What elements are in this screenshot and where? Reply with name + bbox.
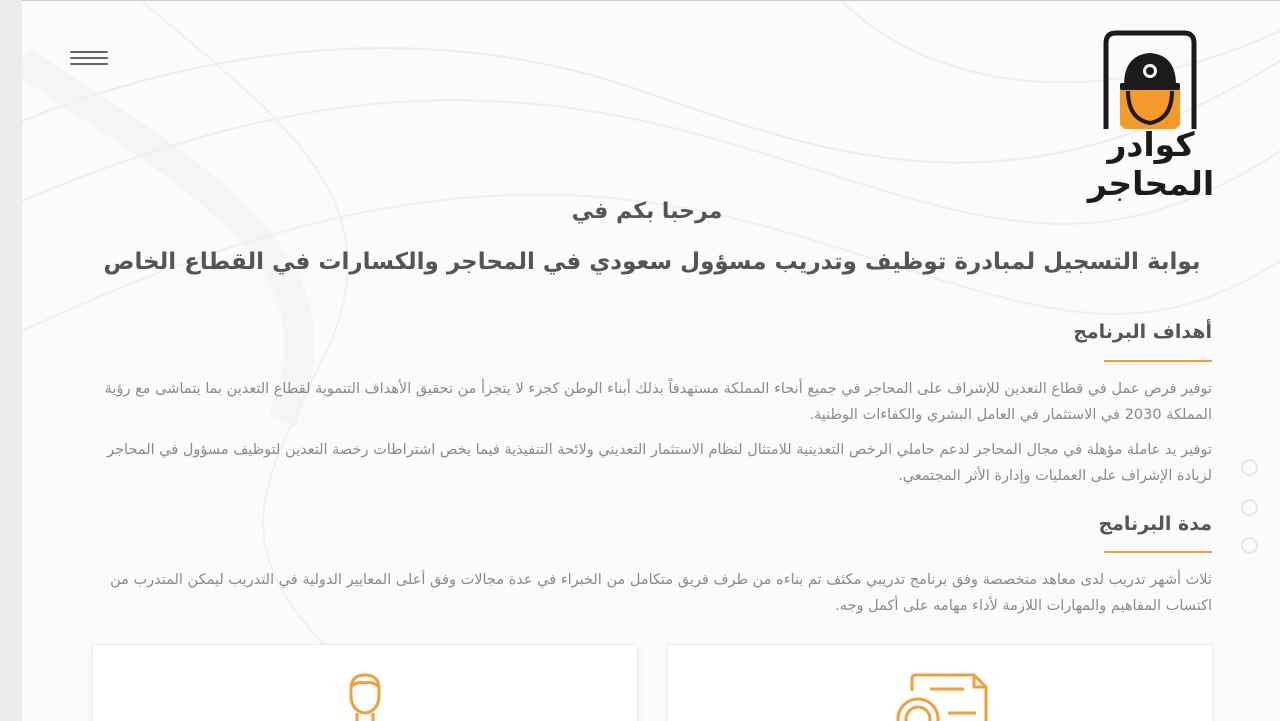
duration-title: مدة البرنامج: [1098, 513, 1212, 535]
info-card-worker[interactable]: [92, 644, 638, 721]
certificate-icon: [890, 671, 990, 721]
menu-button[interactable]: [70, 51, 108, 73]
helmet-logo-icon: [1062, 29, 1240, 129]
worker-icon: [343, 673, 387, 721]
slide-dot-2[interactable]: [1241, 499, 1258, 516]
logo-text: كوادر المحاجر: [1087, 125, 1215, 203]
slide-dot-3[interactable]: [1241, 537, 1258, 554]
logo[interactable]: [1062, 29, 1240, 203]
duration-paragraph: ثلاث أشهر تدريب لدى معاهد متخصصة وفق برنامج تدريبي مكثف تم بناءه من طرف فريق متكامل من الخبراء في عدة مجالات وفق أعلى المعايير الدولية في التدريب ليمكن المتدرب من اكتساب المفاهيم والمهارات اللازمة لأداء مهامه على أكمل وجه.: [110, 572, 1212, 614]
goals-paragraph-1: توفير فرص عمل في قطاع التعدين للإشراف على المحاجر في جميع أنحاء المملكة مستهدفاً بذلك أبناء الوطن كجزء لا يتجزأ من تحقيق الأهداف التنموية لقطاع التعدين بما يتماشى مع رؤية المملكة 2030 في الاستثمار في العامل البشري والكفاءات الوطنية.: [104, 381, 1212, 423]
goals-underline: [1104, 360, 1212, 362]
duration-underline: [1104, 551, 1212, 553]
hamburger-icon: [70, 51, 108, 53]
welcome-heading: مرحبا بكم في: [571, 199, 723, 224]
goals-paragraph-2: توفير يد عاملة مؤهلة في مجال المحاجر لدعم حاملي الرخص التعدينية للامتثال لنظام الاستثمار التعديني ولائحة التنفيذية فيما يخص اشتراطات رخصة التعدين لتوظيف مسؤول في المحاجر لزيادة الإشراف على العمليات وإدارة الأثر المجتمعي.: [107, 442, 1212, 484]
portal-title: بوابة التسجيل لمبادرة توظيف وتدريب مسؤول سعودي في المحاجر والكسارات في القطاع الخاص: [103, 249, 1201, 275]
slide-dot-1[interactable]: [1241, 459, 1258, 476]
page: [22, 0, 1280, 721]
info-card-certificate[interactable]: [667, 644, 1213, 721]
goals-title: أهداف البرنامج: [1073, 321, 1212, 343]
